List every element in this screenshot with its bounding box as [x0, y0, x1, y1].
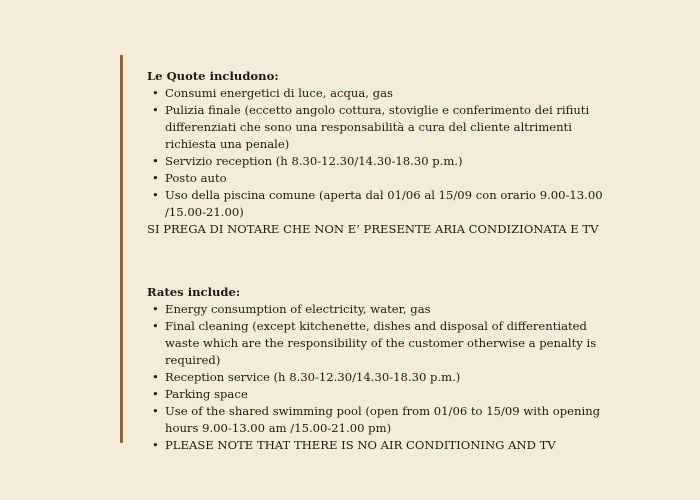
list-item: • Servizio reception (h 8.30-12.30/14.30-18.30 p.m.): [147, 153, 617, 170]
list-item: • Final cleaning (except kitchenette, dishes and disposal of differentiated waste which are the responsibility of the customer otherwise a penalty is required): [147, 318, 617, 369]
list-item: • Energy consumption of electricity, water, gas: [147, 301, 617, 318]
vertical-accent-rule: [120, 55, 123, 443]
italian-included-list: [147, 85, 617, 221]
english-included-list: [147, 301, 617, 454]
italian-heading: Le Quote includono:: [147, 69, 279, 83]
list-item: • Posto auto: [147, 170, 617, 187]
list-item: • Pulizia finale (eccetto angolo cottura, stoviglie e conferimento dei rifiuti differenziati che sono una responsabilità a cura del cliente altrimenti richiesta una penale): [147, 102, 617, 153]
italian-notice: SI PREGA DI NOTARE CHE NON E’ PRESENTE ARIA CONDIZIONATA E TV: [147, 222, 599, 236]
list-item: • Reception service (h 8.30-12.30/14.30-18.30 p.m.): [147, 369, 617, 386]
list-item: • Use of the shared swimming pool (open from 01/06 to 15/09 with opening hours 9.00-13.00 am /15.00-21.00 pm): [147, 403, 617, 437]
list-item: • PLEASE NOTE THAT THERE IS NO AIR CONDITIONING AND TV: [147, 437, 617, 454]
list-item: • Consumi energetici di luce, acqua, gas: [147, 85, 617, 102]
list-item: • Uso della piscina comune (aperta dal 01/06 al 15/09 con orario 9.00-13.00 /15.00-21.00): [147, 187, 617, 221]
english-heading: Rates include:: [147, 285, 241, 299]
english-rates-section: [147, 284, 617, 454]
list-item: • Parking space: [147, 386, 617, 403]
italian-rates-section: [147, 68, 617, 238]
